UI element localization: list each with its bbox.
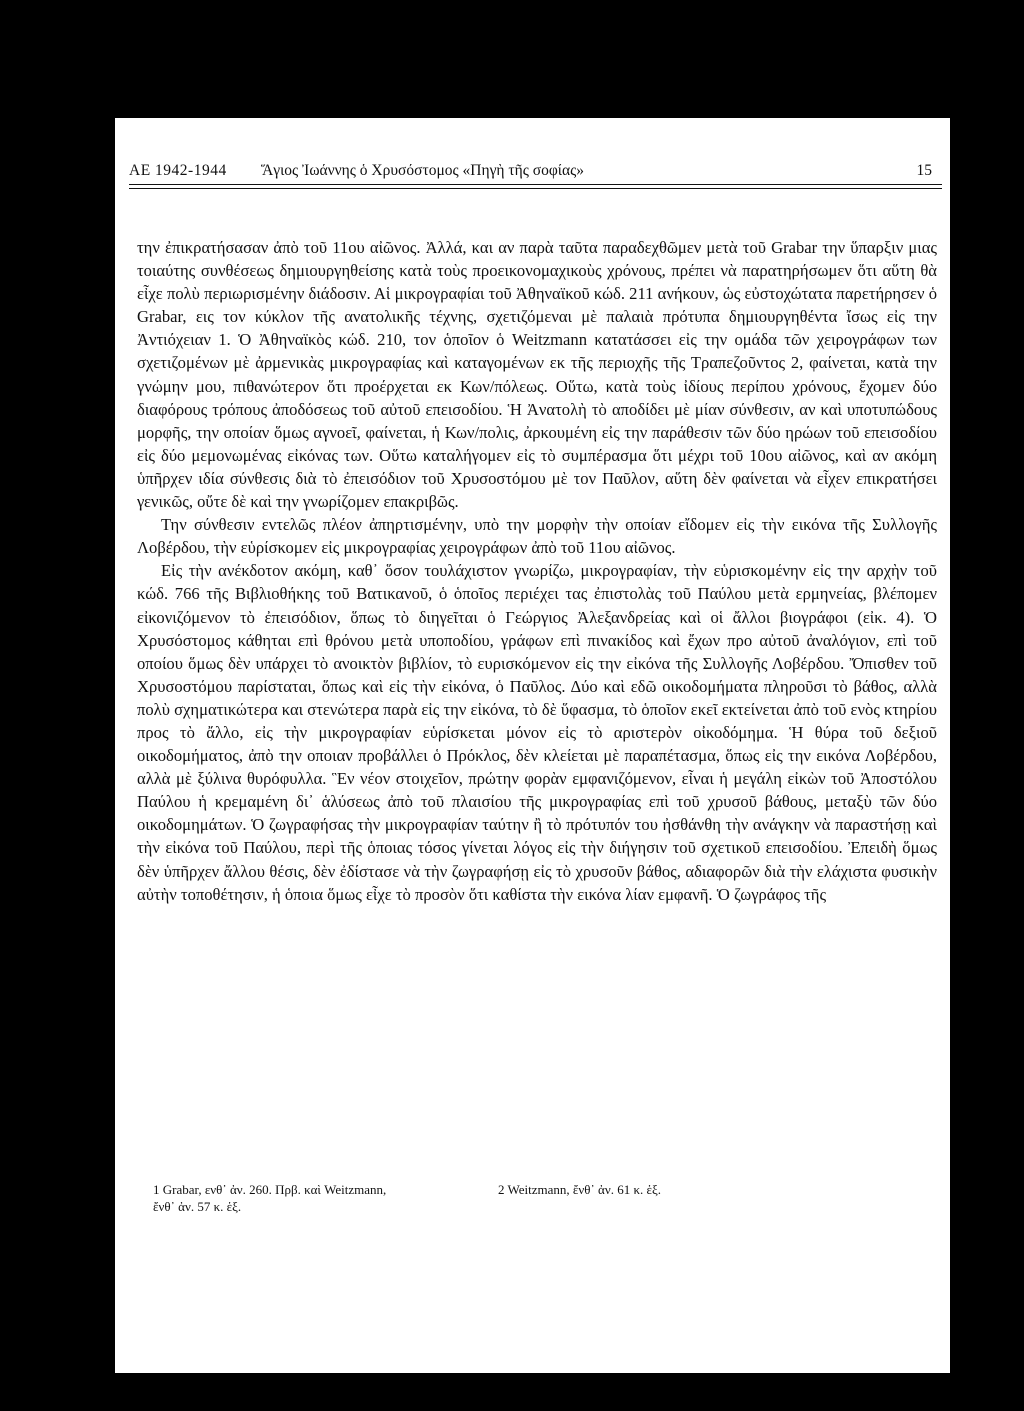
page-number: 15 [916,162,932,179]
journal-reference: ΑΕ 1942-1944 [129,162,227,179]
paragraph: Την σύνθεσιν εντελῶς πλέον ἀπηρτισμένην, υπὸ την μορφὴν τὴν οποίαν εἴδομεν εἰς τὴν εικόνα τῆς Συλλογῆς Λοβέρδου, τὴν εὑρίσκομεν εἰς μικρογραφίας χειρογράφων ἀπὸ τοῦ 11ου αἰῶνος. [137,515,937,558]
footnotes [153,1181,913,1215]
footnote-1: 1 Grabar, ενθ᾽ ἀν. 260. Πρβ. καὶ Weitzmann, [153,1182,387,1197]
header-rule-lower [129,188,942,189]
header-rule-upper [129,184,942,185]
paragraph: Εἰς τὴν ανέκδοτον ακόμη, καθ᾽ ὅσον τουλάχιστον γνωρίζω, μικρογραφίαν, τὴν εὑρισκομένην εἰς την αρχὴν τοῦ κώδ. 766 τῆς Βιβλιοθήκης τοῦ Βατικανοῦ, ὁ ὁποῖος περιέχει τας ἐπιστολὰς τοῦ Παύλου μετὰ ερμηνείας, βλέπομεν εἰκονιζόμενον τὸ ἐπεισόδιον, ὅπως τὸ διηγεῖται ὁ Γεώργιος Ἀλεξανδρείας καὶ οἱ ἄλλοι βιογράφοι (εἰκ. 4). Ὁ Χρυσόστομος κάθηται επὶ θρόνου μετὰ υποποδίου, γράφων επὶ πινακίδος καὶ ἔχων προ αὐτοῦ ἀναλόγιον, επὶ τοῦ οποίου ὅμως δὲν υπάρχει τὸ ανοικτὸν βιβλίον, τὸ ευρισκόμενον εἰς την εἰκόνα τῆς Συλλογῆς Λοβέρδου. Ὄπισθεν τοῦ Χρυσοστόμου παρίσταται, ὅπως καὶ εἰς τὴν εἰκόνα, ὁ Παῦλος. Δύο καὶ εδῶ οικοδομήματα πληροῦσι τὸ βάθος, αλλὰ πολὺ σχηματικώτερα και στενώτερα παρὰ εἰς την εἰκόνα, τὸ δὲ ὕφασμα, τὸ ὁποῖον εκεῖ εκτείνεται ἀπὸ τοῦ ενὸς κτηρίου προς τὸ ἄλλο, εἰς τὴν μικρογραφίαν εὑρίσκεται μόνον εἰς τὸ αριστερὸν οἰκοδόμημα. Ἡ θύρα τοῦ δεξιοῦ οικοδομήματος, ἀπὸ την οποιαν προβάλλει ὁ Πρόκλος, δὲν κλείεται μὲ παραπέτασμα, ὅπως εἰς την εικόνα Λοβέρδου, αλλὰ μὲ ξύλινα θυρόφυλλα. Ἓν νέον στοιχεῖον, πρώτην φορὰν εμφανιζόμενον, εἶναι ἡ μεγάλη εἰκὼν τοῦ Ἀποστόλου Παύλου ἡ κρεμαμένη δι᾽ ἁλύσεως ἀπὸ τοῦ πλαισίου τῆς μικρογραφίας επὶ τοῦ χρυσοῦ βάθους, μεταξὺ τῶν δύο οικοδομημάτων. Ὁ ζωγραφήσας τὴν μικρογραφίαν ταύτην ἢ τὸ πρότυπόν του ἠσθάνθη τὴν ανάγκην νὰ παραστήσῃ καὶ τὴν εἰκόνα τοῦ Παύλου, περὶ τῆς ὁποιας τόσος γίνεται λόγος εἰς τὴν διήγησιν τοῦ σχετικοῦ επεισοδίου. Ἐπειδὴ ὅμως δὲν ὑπῆρχεν ἄλλου θέσις, δὲν ἐδίστασε νὰ τὴν ζωγραφήσῃ εἰς τὸ χρυσοῦν βάθος, αδιαφορῶν διὰ τὴν ελάχιστα φυσικὴν αὐτὴν τοποθέτησιν, ἡ ὁποια ὅμως εἶχε τὸ προσὸν ὅτι καθίστα τὴν εικόνα λίαν εμφανῆ. Ὁ ζωγράφος τῆς [137,561,937,904]
paragraph: την ἐπικρατήσασαν ἀπὸ τοῦ 11ου αἰῶνος. Ἀλλά, και αν παρὰ ταῦτα παραδεχθῶμεν μετὰ τοῦ Grabar την ὕπαρξιν μιας τοιαύτης συνθέσεως δημιουργηθείσης κατὰ τοὺς προεικονομαχικοὺς χρόνους, πρέπει νὰ παρατηρήσωμεν ὅτι αὕτη θὰ εἶχε πολὺ περιωρισμένην διάδοσιν. Αἱ μικρογραφίαι τοῦ Ἀθηναϊκοῦ κώδ. 211 ανήκουν, ὡς εὐστοχώτατα παρετήρησεν ὁ Grabar, εις τον κύκλον τῆς ανατολικῆς τέχνης, σχετιζόμεναι μὲ παλαιὰ πρότυπα δημιουργηθέντα ἴσως εἰς την Ἀντιόχειαν 1. Ὁ Ἀθηναϊκὸς κώδ. 210, τον ὁποῖον ὁ Weitzmann κατατάσσει εἰς την ομάδα τῶν χειρογράφων των σχετιζομένων μὲ ἀρμενικὰς μικρογραφίας καὶ καταγομένων εκ τῆς περιοχῆς τῆς Τραπεζοῦντος 2, φαίνεται, κατὰ την γνώμην μου, πιθανώτερον ὅτι προέρχεται εκ Κων/πόλεως. Οὕτω, κατὰ τοὺς ἰδίους περίπου χρόνους, ἔχομεν δύο διαφόρους τρόπους ἀποδόσεως τοῦ αὐτοῦ επεισοδίου. Ἡ Ἀνατολὴ τὸ αποδίδει μὲ μίαν σύνθεσιν, αν καὶ υποτυπώδους μορφῆς, την οποίαν ὅμως αγνοεῖ, φαίνεται, ἡ Κων/πολις, ἀρκουμένη εἰς την παράθεσιν τῶν δύο ηρώων τοῦ επεισοδίου εἰς δύο μεμονωμένας εἰκόνας των. Οὕτω καταλήγομεν εἰς τὸ συμπέρασμα ὅτι μέχρι τοῦ 10ου αἰῶνος, καὶ αν ακόμη ὑπῆρχεν ιδία σύνθεσις διὰ τὸ ἐπεισόδιον τοῦ Χρυσοστόμου μὲ τον Παῦλον, αὕτη δὲν φαίνεται νὰ εἶχεν επικρατήσει γενικῶς, οὔτε δὲ καὶ την γνωρίζομεν επακριβῶς. [137,238,937,512]
document-page [115,118,950,1373]
running-title: Ἅγιος Ἰωάννης ὁ Χρυσόστομος «Πηγὴ τῆς σοφίας» [261,162,584,179]
body-text [137,236,937,906]
footnote-1-continued: ἔνθ᾽ ἀν. 57 κ. ἑξ. [153,1199,242,1214]
footnote-2: 2 Weitzmann, ἔνθ᾽ ἀν. 61 κ. ἑξ. [498,1182,662,1197]
